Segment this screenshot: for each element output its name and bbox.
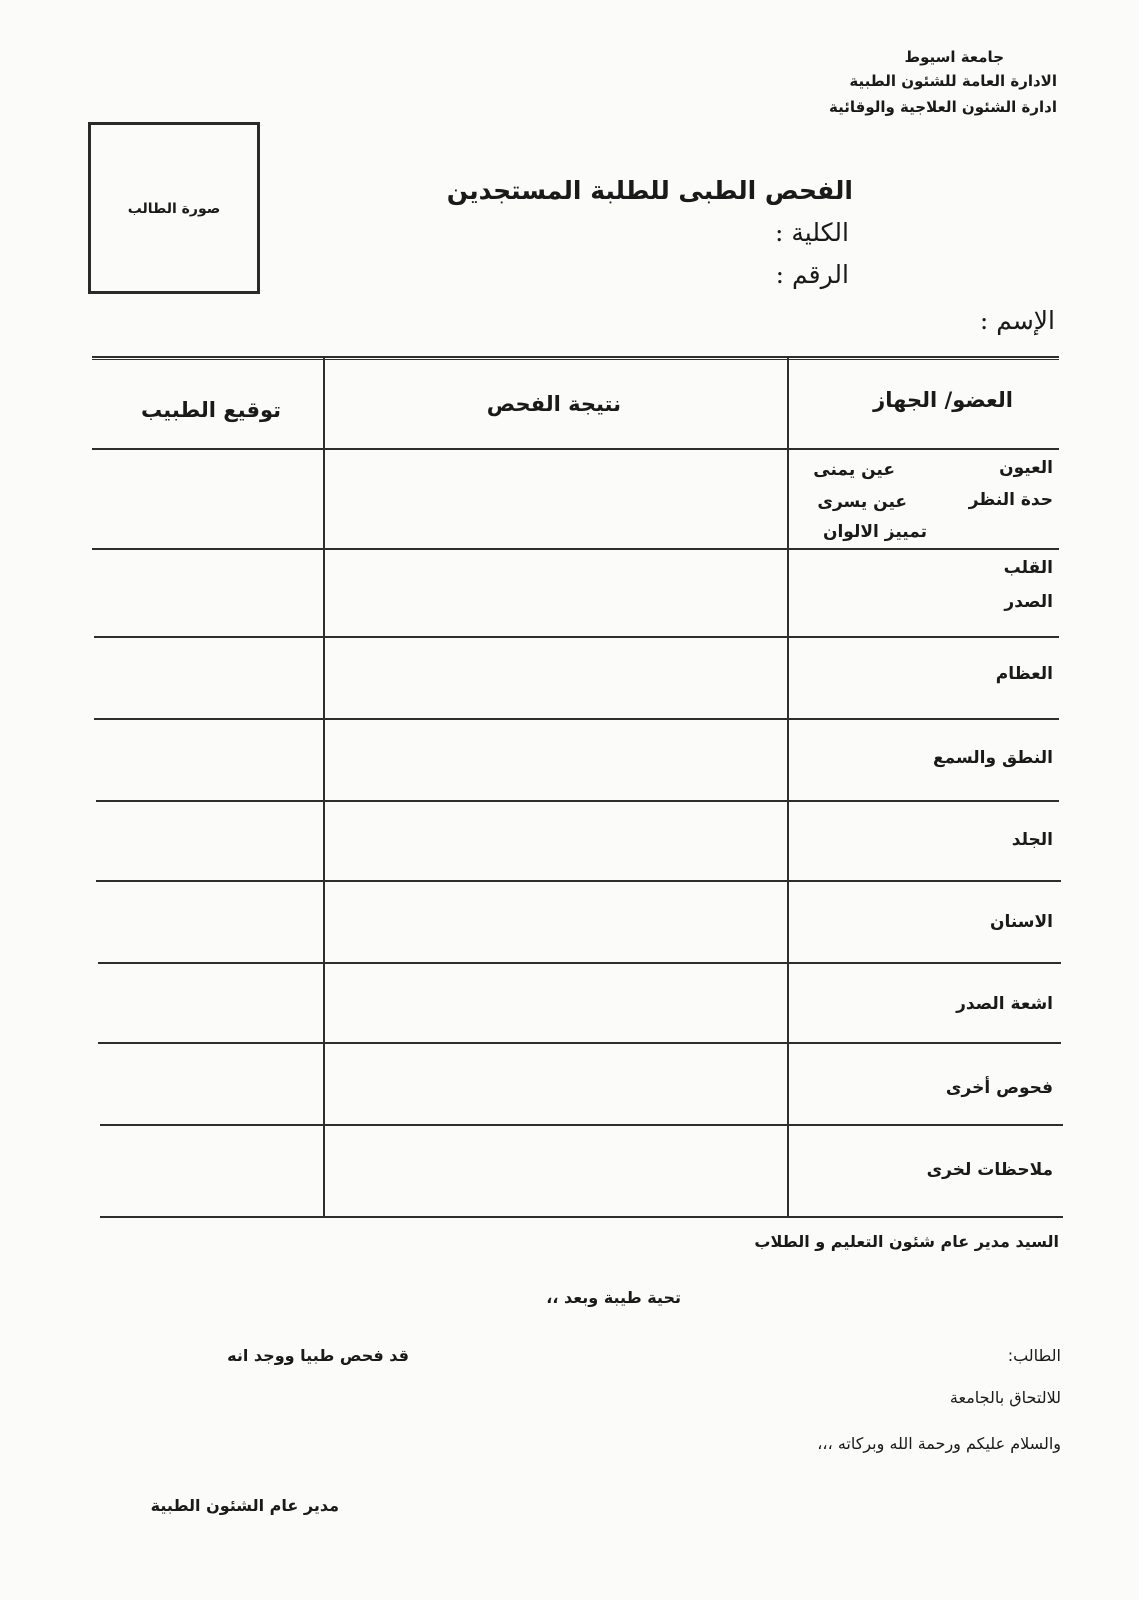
cell-eyes: العيون	[999, 458, 1053, 478]
table-bottom-rule	[100, 1216, 1063, 1218]
greeting: تحية طيبة وبعد ،،	[546, 1288, 681, 1307]
form-title: الفحص الطبى للطلبة المستجدين	[446, 176, 853, 205]
student-photo-box	[88, 122, 260, 294]
number-field: الرقم :	[775, 260, 849, 289]
table-row-rule	[94, 718, 1059, 720]
header-dept: ادارة الشئون العلاجية والوقائية	[829, 98, 1057, 116]
cell-bones: العظام	[995, 664, 1053, 684]
name-field: الإسم :	[979, 306, 1055, 335]
header-result: نتيجة الفحص	[486, 392, 621, 416]
table-col-divider	[323, 358, 325, 1218]
table-row-rule	[98, 962, 1061, 964]
table-row-rule	[92, 548, 1059, 550]
cell-chest-xray: اشعة الصدر	[956, 994, 1053, 1014]
photo-label: صورة الطالب	[127, 201, 221, 217]
header-organ: العضو/ الجهاز	[873, 388, 1013, 412]
cell-heart: القلب	[1003, 558, 1053, 578]
college-field: الكلية :	[775, 218, 849, 247]
table-col-divider	[787, 358, 789, 1218]
cell-acuity: حدة النظر	[968, 490, 1053, 510]
header-general-admin: الادارة العامة للشئون الطبية	[849, 72, 1057, 90]
addressee: السيد مدير عام شئون التعليم و الطلاب	[754, 1232, 1059, 1251]
table-top-rule-double	[92, 359, 1059, 360]
cell-right-eye: عين يمنى	[813, 460, 895, 480]
table-row-rule	[94, 636, 1059, 638]
table-row-rule	[100, 1124, 1063, 1126]
director-signature: مدير عام الشئون الطبية	[150, 1496, 339, 1515]
cell-other-notes: ملاحظات لخرى	[926, 1160, 1053, 1180]
closing-text: والسلام عليكم ورحمة الله وبركاته ،،،	[817, 1434, 1061, 1453]
cell-skin: الجلد	[1011, 830, 1053, 850]
header-university: جامعة اسيوط	[904, 48, 1004, 66]
table-row-rule	[96, 880, 1061, 882]
admission-text: للالتحاق بالجامعة	[949, 1388, 1061, 1407]
examined-text: قد فحص طبيا ووجد انه	[227, 1346, 409, 1365]
cell-other-tests: فحوص أخرى	[945, 1078, 1053, 1098]
student-label: الطالب:	[1007, 1346, 1061, 1365]
cell-teeth: الاسنان	[989, 912, 1053, 932]
table-row-rule	[92, 448, 1059, 450]
table-row-rule	[96, 800, 1059, 802]
cell-color-vision: تمييز الالوان	[822, 522, 927, 542]
header-signature: توقيع الطبيب	[141, 398, 281, 422]
table-top-rule	[92, 356, 1059, 358]
cell-chest: الصدر	[1004, 592, 1053, 612]
cell-left-eye: عين يسرى	[817, 492, 907, 512]
table-row-rule	[98, 1042, 1061, 1044]
cell-speech-hearing: النطق والسمع	[932, 748, 1053, 768]
